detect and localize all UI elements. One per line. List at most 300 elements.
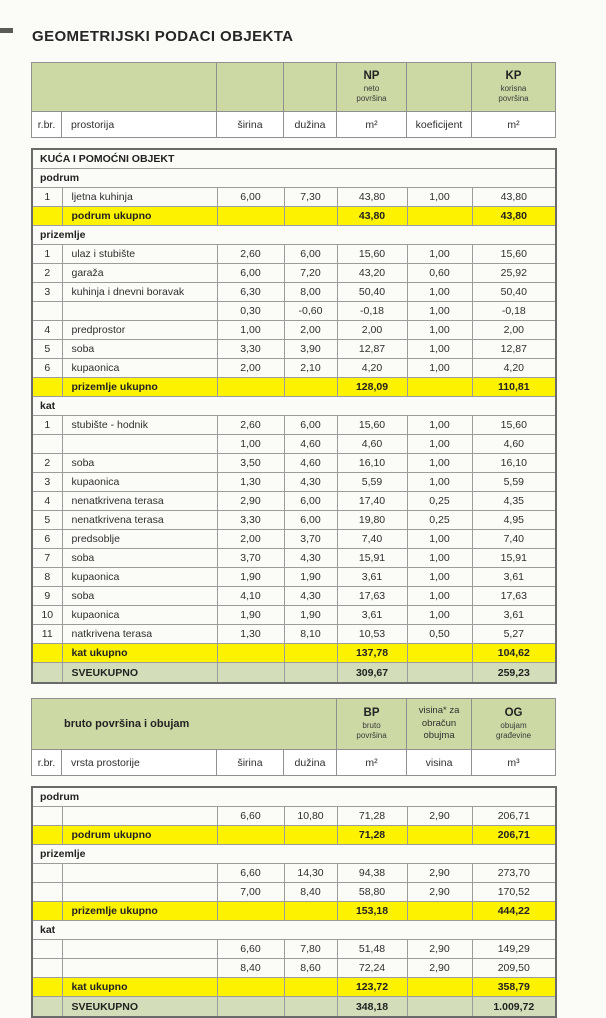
col-kp-m2: m² bbox=[472, 112, 556, 138]
cell-name: soba bbox=[62, 549, 217, 568]
grand-total-value-2: 1.009,72 bbox=[472, 997, 556, 1018]
cell-sirina: 1,00 bbox=[217, 321, 284, 340]
cell-rbr bbox=[32, 940, 62, 959]
subtotal-label: podrum ukupno bbox=[62, 826, 217, 845]
cell-area2: 15,91 bbox=[472, 549, 556, 568]
col-vrsta-prostorije: vrsta prostorije bbox=[62, 750, 217, 776]
subtotal-row bbox=[32, 644, 556, 663]
visina-label: obračun bbox=[421, 717, 457, 729]
cell-sirina: 2,60 bbox=[217, 416, 284, 435]
cell-rbr: 8 bbox=[32, 568, 62, 587]
cell-duzina bbox=[284, 826, 337, 845]
cell-name: kupaonica bbox=[62, 359, 217, 378]
cell-name: kupaonica bbox=[62, 606, 217, 625]
cell-sirina: 3,30 bbox=[217, 340, 284, 359]
grand-total-label: SVEUKUPNO bbox=[62, 663, 217, 684]
cell-area: -0,18 bbox=[337, 302, 407, 321]
cell-area: 4,20 bbox=[337, 359, 407, 378]
cell-sirina: 6,60 bbox=[217, 807, 284, 826]
cell-factor: 1,00 bbox=[407, 435, 472, 454]
cell-area2: 5,59 bbox=[472, 473, 556, 492]
table-row bbox=[32, 959, 556, 978]
cell-sirina: 6,00 bbox=[217, 264, 284, 283]
cell-name: natkrivena terasa bbox=[62, 625, 217, 644]
cell-rbr: 10 bbox=[32, 606, 62, 625]
cell-area2: 43,80 bbox=[472, 188, 556, 207]
cell-name: kupaonica bbox=[62, 473, 217, 492]
subtotal-value-1: 43,80 bbox=[337, 207, 407, 226]
cell-sirina: 0,30 bbox=[217, 302, 284, 321]
visina-label: visina* za bbox=[418, 705, 460, 717]
cell-rbr bbox=[32, 826, 62, 845]
table-row bbox=[32, 454, 556, 473]
table-row bbox=[32, 511, 556, 530]
col-duzina: dužina bbox=[284, 750, 337, 776]
cell-factor: 0,50 bbox=[407, 625, 472, 644]
cell-duzina: 10,80 bbox=[284, 807, 337, 826]
cell-area2: 25,92 bbox=[472, 264, 556, 283]
grand-total-value-2: 259,23 bbox=[472, 663, 556, 684]
cell-duzina bbox=[284, 663, 337, 684]
table-row bbox=[32, 864, 556, 883]
subtotal-label: kat ukupno bbox=[62, 644, 217, 663]
cell-sirina: 1,90 bbox=[217, 568, 284, 587]
table-row bbox=[32, 302, 556, 321]
cell-duzina: 1,90 bbox=[284, 568, 337, 587]
cell-name: kupaonica bbox=[62, 568, 217, 587]
subtotal-label: podrum ukupno bbox=[62, 207, 217, 226]
cell-name: ulaz i stubište bbox=[62, 245, 217, 264]
cell-rbr: 2 bbox=[32, 264, 62, 283]
cell-sirina bbox=[217, 644, 284, 663]
cell-factor: 2,90 bbox=[407, 883, 472, 902]
cell-area: 16,10 bbox=[337, 454, 407, 473]
cell-duzina: 7,80 bbox=[284, 940, 337, 959]
cell-duzina: 4,30 bbox=[284, 473, 337, 492]
subtotal-label: prizemlje ukupno bbox=[62, 378, 217, 397]
table-row bbox=[32, 473, 556, 492]
cell-factor bbox=[407, 997, 472, 1018]
cell-area2: 206,71 bbox=[472, 807, 556, 826]
cell-name: soba bbox=[62, 587, 217, 606]
cell-area2: 17,63 bbox=[472, 587, 556, 606]
cell-area: 50,40 bbox=[337, 283, 407, 302]
cell-rbr: 4 bbox=[32, 492, 62, 511]
cell-duzina: 8,00 bbox=[284, 283, 337, 302]
subtotal-value-2: 110,81 bbox=[472, 378, 556, 397]
section-name-row bbox=[32, 845, 556, 864]
cell-factor: 1,00 bbox=[407, 359, 472, 378]
cell-sirina bbox=[217, 826, 284, 845]
cell-sirina bbox=[217, 378, 284, 397]
table1-body bbox=[31, 148, 557, 684]
col-rbr: r.br. bbox=[32, 112, 62, 138]
cell-name: ljetna kuhinja bbox=[62, 188, 217, 207]
cell-factor bbox=[407, 978, 472, 997]
cell-duzina bbox=[284, 997, 337, 1018]
cell-duzina: 6,00 bbox=[284, 492, 337, 511]
table2-body bbox=[31, 786, 557, 1018]
cell-duzina: 8,10 bbox=[284, 625, 337, 644]
cell-area: 4,60 bbox=[337, 435, 407, 454]
cell-factor: 0,25 bbox=[407, 511, 472, 530]
cell-factor: 2,90 bbox=[407, 807, 472, 826]
visina-label: obujma bbox=[423, 730, 455, 742]
table-row bbox=[32, 883, 556, 902]
cell-duzina: 7,20 bbox=[284, 264, 337, 283]
cell-factor: 0,60 bbox=[407, 264, 472, 283]
cell-rbr: 1 bbox=[32, 245, 62, 264]
cell-duzina: 1,90 bbox=[284, 606, 337, 625]
np-header-cell bbox=[337, 63, 407, 112]
cell-sirina: 8,40 bbox=[217, 959, 284, 978]
cell-sirina: 2,00 bbox=[217, 359, 284, 378]
cell-sirina bbox=[217, 902, 284, 921]
cell-factor: 1,00 bbox=[407, 587, 472, 606]
cell-area: 71,28 bbox=[337, 807, 407, 826]
cell-duzina: 14,30 bbox=[284, 864, 337, 883]
cell-duzina: 2,10 bbox=[284, 359, 337, 378]
cell-area: 17,63 bbox=[337, 587, 407, 606]
table-row bbox=[32, 340, 556, 359]
subtotal-row bbox=[32, 826, 556, 845]
table2-header bbox=[31, 698, 556, 776]
cell-area2: 209,50 bbox=[472, 959, 556, 978]
cell-duzina: 4,30 bbox=[284, 549, 337, 568]
cell-duzina: 3,70 bbox=[284, 530, 337, 549]
cell-rbr: 11 bbox=[32, 625, 62, 644]
cell-rbr bbox=[32, 435, 62, 454]
cell-area2: 16,10 bbox=[472, 454, 556, 473]
section-name: podrum bbox=[32, 169, 556, 188]
cell-name: predsoblje bbox=[62, 530, 217, 549]
table-row bbox=[32, 606, 556, 625]
cell-area2: 273,70 bbox=[472, 864, 556, 883]
cell-duzina: 2,00 bbox=[284, 321, 337, 340]
col-sirina: širina bbox=[217, 112, 284, 138]
cell-factor: 1,00 bbox=[407, 530, 472, 549]
cell-duzina bbox=[284, 644, 337, 663]
cell-area2: -0,18 bbox=[472, 302, 556, 321]
cell-name: garaža bbox=[62, 264, 217, 283]
cell-area: 15,60 bbox=[337, 416, 407, 435]
cell-sirina: 1,90 bbox=[217, 606, 284, 625]
cell-duzina: 7,30 bbox=[284, 188, 337, 207]
section-name-row bbox=[32, 787, 556, 807]
cell-rbr: 4 bbox=[32, 321, 62, 340]
table-row bbox=[32, 321, 556, 340]
section-name: prizemlje bbox=[32, 226, 556, 245]
section-name: podrum bbox=[32, 787, 556, 807]
cell-area: 94,38 bbox=[337, 864, 407, 883]
bp-sub: površina bbox=[356, 730, 387, 740]
section-name-row bbox=[32, 169, 556, 188]
section-name: prizemlje bbox=[32, 845, 556, 864]
subtotal-row bbox=[32, 902, 556, 921]
grand-total-value-1: 348,18 bbox=[337, 997, 407, 1018]
cell-area: 58,80 bbox=[337, 883, 407, 902]
subtotal-value-2: 104,62 bbox=[472, 644, 556, 663]
col-duzina: dužina bbox=[284, 112, 337, 138]
table-row bbox=[32, 188, 556, 207]
cell-factor: 1,00 bbox=[407, 340, 472, 359]
cell-name: predprostor bbox=[62, 321, 217, 340]
subtotal-value-2: 358,79 bbox=[472, 978, 556, 997]
cell-area: 72,24 bbox=[337, 959, 407, 978]
cell-rbr bbox=[32, 902, 62, 921]
cell-factor: 1,00 bbox=[407, 473, 472, 492]
cell-factor: 1,00 bbox=[407, 568, 472, 587]
grand-total-value-1: 309,67 bbox=[337, 663, 407, 684]
cell-factor: 1,00 bbox=[407, 606, 472, 625]
cell-rbr: 9 bbox=[32, 587, 62, 606]
cell-area2: 4,95 bbox=[472, 511, 556, 530]
kp-code: KP bbox=[505, 69, 522, 82]
cell-area: 17,40 bbox=[337, 492, 407, 511]
subtotal-value-1: 137,78 bbox=[337, 644, 407, 663]
subtotal-row bbox=[32, 978, 556, 997]
cell-area2: 12,87 bbox=[472, 340, 556, 359]
cell-area: 5,59 bbox=[337, 473, 407, 492]
subtotal-value-1: 128,09 bbox=[337, 378, 407, 397]
cell-area2: 7,40 bbox=[472, 530, 556, 549]
col-visina: visina bbox=[407, 750, 472, 776]
cell-rbr bbox=[32, 997, 62, 1018]
subtotal-value-1: 71,28 bbox=[337, 826, 407, 845]
kp-header-cell bbox=[472, 63, 556, 112]
cell-factor bbox=[407, 663, 472, 684]
subtotal-value-2: 444,22 bbox=[472, 902, 556, 921]
cell-rbr bbox=[32, 807, 62, 826]
group-title-row bbox=[32, 149, 556, 169]
cell-sirina: 4,10 bbox=[217, 587, 284, 606]
col-sirina: širina bbox=[217, 750, 284, 776]
cell-sirina: 2,00 bbox=[217, 530, 284, 549]
np-sub: površina bbox=[356, 93, 387, 103]
table-row bbox=[32, 264, 556, 283]
table1-column-row bbox=[32, 112, 556, 138]
col-rbr: r.br. bbox=[32, 750, 62, 776]
cell-name bbox=[62, 940, 217, 959]
cell-factor: 2,90 bbox=[407, 940, 472, 959]
cell-name: soba bbox=[62, 340, 217, 359]
document-page bbox=[0, 28, 606, 1018]
cell-factor: 2,90 bbox=[407, 959, 472, 978]
scan-artifact-corner bbox=[0, 28, 13, 33]
cell-rbr bbox=[32, 644, 62, 663]
cell-duzina: 8,40 bbox=[284, 883, 337, 902]
cell-name bbox=[62, 883, 217, 902]
cell-rbr: 1 bbox=[32, 188, 62, 207]
table2-title-cell: bruto površina i obujam bbox=[32, 699, 337, 750]
cell-area2: 15,60 bbox=[472, 245, 556, 264]
table-row bbox=[32, 359, 556, 378]
cell-sirina: 6,30 bbox=[217, 283, 284, 302]
cell-area2: 15,60 bbox=[472, 416, 556, 435]
np-sub: neto bbox=[363, 83, 380, 93]
subtotal-label: prizemlje ukupno bbox=[62, 902, 217, 921]
subtotal-value-1: 123,72 bbox=[337, 978, 407, 997]
cell-factor bbox=[407, 207, 472, 226]
cell-area: 51,48 bbox=[337, 940, 407, 959]
cell-rbr: 3 bbox=[32, 473, 62, 492]
cell-sirina: 1,30 bbox=[217, 473, 284, 492]
table-row bbox=[32, 283, 556, 302]
bp-header-cell bbox=[337, 699, 407, 750]
table-row bbox=[32, 807, 556, 826]
cell-factor: 1,00 bbox=[407, 283, 472, 302]
col-og-m3: m³ bbox=[472, 750, 556, 776]
cell-area: 15,91 bbox=[337, 549, 407, 568]
subtotal-label: kat ukupno bbox=[62, 978, 217, 997]
cell-sirina: 1,30 bbox=[217, 625, 284, 644]
cell-area: 3,61 bbox=[337, 568, 407, 587]
section-name: kat bbox=[32, 397, 556, 416]
section-name-row bbox=[32, 397, 556, 416]
section-name: kat bbox=[32, 921, 556, 940]
cell-area2: 5,27 bbox=[472, 625, 556, 644]
table2-header-green-row bbox=[32, 699, 556, 750]
header-spacer-cell bbox=[217, 63, 284, 112]
cell-area: 19,80 bbox=[337, 511, 407, 530]
cell-area: 3,61 bbox=[337, 606, 407, 625]
visina-header-cell bbox=[407, 699, 472, 750]
og-header-cell bbox=[472, 699, 556, 750]
col-koeficijent: koeficijent bbox=[407, 112, 472, 138]
cell-factor bbox=[407, 378, 472, 397]
cell-sirina: 7,00 bbox=[217, 883, 284, 902]
cell-area2: 170,52 bbox=[472, 883, 556, 902]
cell-duzina bbox=[284, 902, 337, 921]
cell-area2: 4,20 bbox=[472, 359, 556, 378]
cell-name: kuhinja i dnevni boravak bbox=[62, 283, 217, 302]
cell-rbr bbox=[32, 883, 62, 902]
og-code: OG bbox=[504, 706, 523, 719]
cell-rbr: 3 bbox=[32, 283, 62, 302]
col-prostorija: prostorija bbox=[62, 112, 217, 138]
cell-rbr: 1 bbox=[32, 416, 62, 435]
cell-factor: 1,00 bbox=[407, 321, 472, 340]
cell-sirina: 3,70 bbox=[217, 549, 284, 568]
cell-duzina: 3,90 bbox=[284, 340, 337, 359]
cell-sirina: 2,90 bbox=[217, 492, 284, 511]
cell-area2: 4,60 bbox=[472, 435, 556, 454]
cell-duzina bbox=[284, 978, 337, 997]
cell-sirina: 1,00 bbox=[217, 435, 284, 454]
table-row bbox=[32, 435, 556, 454]
cell-area2: 2,00 bbox=[472, 321, 556, 340]
cell-rbr: 5 bbox=[32, 340, 62, 359]
table-row bbox=[32, 245, 556, 264]
kp-sub: korisna bbox=[500, 83, 527, 93]
grand-total-row bbox=[32, 997, 556, 1018]
page-title: GEOMETRIJSKI PODACI OBJEKTA bbox=[32, 28, 294, 45]
cell-rbr bbox=[32, 378, 62, 397]
subtotal-value-2: 206,71 bbox=[472, 826, 556, 845]
cell-sirina bbox=[217, 978, 284, 997]
cell-rbr: 6 bbox=[32, 530, 62, 549]
cell-rbr bbox=[32, 978, 62, 997]
cell-name bbox=[62, 435, 217, 454]
cell-name bbox=[62, 807, 217, 826]
grand-total-row bbox=[32, 663, 556, 684]
cell-sirina: 3,50 bbox=[217, 454, 284, 473]
cell-rbr bbox=[32, 663, 62, 684]
cell-rbr bbox=[32, 302, 62, 321]
cell-factor: 1,00 bbox=[407, 454, 472, 473]
cell-duzina: 8,60 bbox=[284, 959, 337, 978]
subtotal-value-1: 153,18 bbox=[337, 902, 407, 921]
table1-header-green-row bbox=[32, 63, 556, 112]
cell-rbr bbox=[32, 864, 62, 883]
cell-rbr bbox=[32, 207, 62, 226]
cell-factor: 1,00 bbox=[407, 549, 472, 568]
cell-factor: 0,25 bbox=[407, 492, 472, 511]
cell-sirina bbox=[217, 207, 284, 226]
subtotal-row bbox=[32, 207, 556, 226]
cell-sirina: 6,60 bbox=[217, 864, 284, 883]
cell-area: 15,60 bbox=[337, 245, 407, 264]
cell-area2: 3,61 bbox=[472, 568, 556, 587]
cell-duzina: 4,30 bbox=[284, 587, 337, 606]
cell-rbr: 7 bbox=[32, 549, 62, 568]
cell-rbr: 2 bbox=[32, 454, 62, 473]
cell-area2: 50,40 bbox=[472, 283, 556, 302]
cell-factor bbox=[407, 902, 472, 921]
og-sub: obujam bbox=[500, 720, 527, 730]
cell-area2: 4,35 bbox=[472, 492, 556, 511]
cell-factor: 1,00 bbox=[407, 188, 472, 207]
cell-rbr bbox=[32, 959, 62, 978]
subtotal-value-2: 43,80 bbox=[472, 207, 556, 226]
cell-sirina bbox=[217, 663, 284, 684]
cell-name bbox=[62, 864, 217, 883]
table-row bbox=[32, 587, 556, 606]
cell-area: 43,80 bbox=[337, 188, 407, 207]
section-name-row bbox=[32, 226, 556, 245]
kp-sub: površina bbox=[498, 93, 529, 103]
table-row bbox=[32, 568, 556, 587]
np-code: NP bbox=[363, 69, 380, 82]
cell-sirina: 6,60 bbox=[217, 940, 284, 959]
cell-name: stubište - hodnik bbox=[62, 416, 217, 435]
cell-rbr: 5 bbox=[32, 511, 62, 530]
table-row bbox=[32, 549, 556, 568]
bp-code: BP bbox=[363, 706, 380, 719]
cell-duzina bbox=[284, 207, 337, 226]
header-spacer-cell bbox=[32, 63, 217, 112]
cell-name bbox=[62, 959, 217, 978]
cell-area: 12,87 bbox=[337, 340, 407, 359]
section-name-row bbox=[32, 921, 556, 940]
header-spacer-cell bbox=[284, 63, 337, 112]
cell-factor bbox=[407, 644, 472, 663]
table-row bbox=[32, 530, 556, 549]
grand-total-label: SVEUKUPNO bbox=[62, 997, 217, 1018]
cell-area: 10,53 bbox=[337, 625, 407, 644]
cell-duzina: 6,00 bbox=[284, 416, 337, 435]
table-row bbox=[32, 492, 556, 511]
cell-sirina: 2,60 bbox=[217, 245, 284, 264]
header-spacer-cell bbox=[407, 63, 472, 112]
table2-column-row bbox=[32, 750, 556, 776]
cell-duzina: 6,00 bbox=[284, 511, 337, 530]
cell-factor: 1,00 bbox=[407, 245, 472, 264]
table-row bbox=[32, 940, 556, 959]
bp-sub: bruto bbox=[362, 720, 381, 730]
subtotal-row bbox=[32, 378, 556, 397]
cell-duzina: 4,60 bbox=[284, 454, 337, 473]
